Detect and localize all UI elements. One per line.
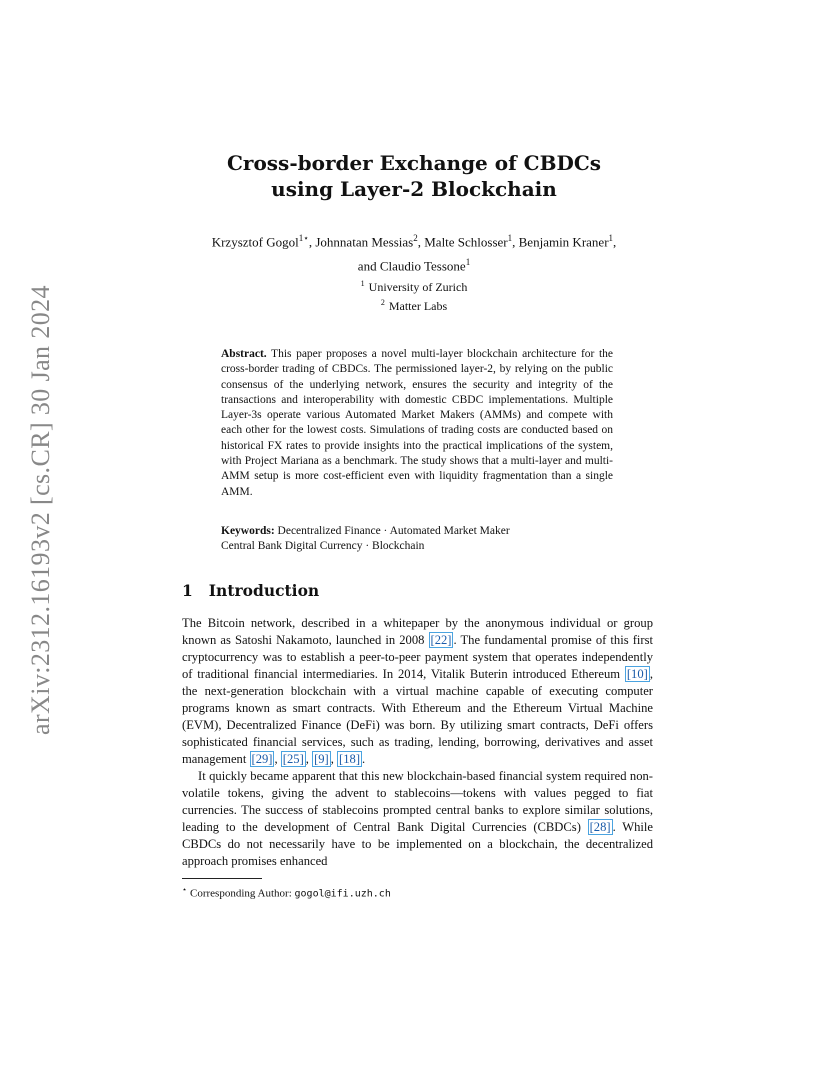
author-separator: , xyxy=(512,234,519,250)
affiliation-mark: 2 xyxy=(380,298,385,307)
footnote-rule xyxy=(182,878,262,879)
arxiv-identifier: arXiv:2312.16193v2 [cs.CR] 30 Jan 2024 xyxy=(26,285,55,735)
paragraph-text: . The fundamental promise of this first cryptocurrency was to establish a peer-to-peer payment system that operates independently of traditional financial intermediaries. In 2014, Vitalik Buterin introduced Ethereum xyxy=(182,633,653,681)
keywords xyxy=(221,524,613,555)
footnote xyxy=(182,885,653,900)
title-line-1: Cross-border Exchange of CBDCs xyxy=(227,151,601,175)
paragraph-text: , the next-generation blockchain with a virtual machine capable of executing computer programs known as smart contracts. With Ethereum and the Ethereum Virtual Machine (EVM), Decentralized Finance (DeFi) was born. By utilizing smart contracts, DeFi offers sophisticated financial services, such as trading, lending, borrowing, derivatives and asset management xyxy=(182,667,653,766)
paragraph-text: , xyxy=(305,752,313,766)
affiliation-line xyxy=(0,276,828,295)
author-name: and Claudio Tessone xyxy=(357,258,466,274)
paragraph-text: It quickly became apparent that this new blockchain-based financial system required non-volatile tokens, giving the advent to stablecoins—tokens with values pegged to fiat currencies. The success of stablecoins prompted central banks to explore similar solutions, leading to the development of Central Bank Digital Currencies (CBDCs) xyxy=(182,769,653,834)
section-number: 1 xyxy=(182,581,193,600)
abstract-label: Abstract. xyxy=(221,348,267,360)
citation-link[interactable]: [18] xyxy=(339,752,361,766)
author-name: Krzysztof Gogol xyxy=(211,234,299,250)
affiliation-name: University of Zurich xyxy=(368,280,468,294)
citation-link[interactable]: [25] xyxy=(282,752,304,766)
section-heading xyxy=(182,581,652,600)
paragraph-text: The Bitcoin network, described in a whitepaper by the anonymous individual or group known as Satoshi Nakamoto, launched in 2008 xyxy=(182,616,653,647)
paragraph xyxy=(182,768,653,870)
footnote-email-link[interactable]: gogol@ifi.uzh.ch xyxy=(294,888,391,900)
keywords-line-2: Central Bank Digital Currency · Blockchain xyxy=(221,540,425,553)
affiliation-mark: 1 xyxy=(360,279,365,288)
abstract-text: This paper proposes a novel multi-layer blockchain architecture for the cross-border trading of CBDCs. The permissioned layer-2, by relying on the public consensus of the underlying network, ensures the security and integrity of the transactions and interoperability with domestic CBDC implementations. Multiple Layer-3s operate various Automated Market Makers (AMMs) and compete with each other for the lowest costs. Simulations of trading costs are conducted based on historical FX rates to provide insights into the practical implications of the system, with Project Mariana as a benchmark. The study shows that a multi-layer and multi-AMM setup is more cost-efficient even with liquidity fragmentation than a single AMM. xyxy=(221,348,613,498)
affiliation-name: Matter Labs xyxy=(388,299,448,313)
author-name: Malte Schlosser xyxy=(424,234,508,250)
paragraph-text: , xyxy=(330,752,338,766)
citation-link[interactable]: [9] xyxy=(314,752,329,766)
footnote-mark: ⋆ xyxy=(182,885,188,894)
citation-link[interactable]: [28] xyxy=(589,820,611,834)
citation-link[interactable]: [29] xyxy=(251,752,273,766)
abstract xyxy=(221,347,613,500)
author-name: Benjamin Kraner xyxy=(518,234,609,250)
author-affiliation-mark: 1 xyxy=(507,233,513,243)
footnote-label: Corresponding Author: xyxy=(190,887,292,900)
citation-link[interactable]: [10] xyxy=(626,667,648,681)
keywords-label: Keywords: xyxy=(221,525,275,537)
author-separator: , xyxy=(613,234,617,250)
author-separator: , xyxy=(308,234,316,250)
paragraph-text: . While CBDCs do not necessarily have to be implemented on a blockchain, the decentralized approach promises enhanced xyxy=(182,820,653,868)
author-list xyxy=(160,228,668,277)
section-title: Introduction xyxy=(208,581,320,600)
paragraph xyxy=(182,615,653,768)
title-line-2: using Layer-2 Blockchain xyxy=(271,177,557,201)
author-affiliation-mark: 1 xyxy=(465,257,471,268)
affiliation-line xyxy=(0,295,828,314)
author-name: Johnnatan Messias xyxy=(315,234,414,250)
paragraph-text: . xyxy=(362,752,366,766)
paragraph-text: , xyxy=(274,752,281,766)
author-affiliation-mark: 1 xyxy=(608,233,614,243)
author-affiliation-mark: 1⋆ xyxy=(298,233,309,243)
section-body xyxy=(182,615,653,870)
citation-link[interactable]: [22] xyxy=(430,633,452,647)
arxiv-sidebar-stamp xyxy=(21,285,61,735)
affiliations xyxy=(0,276,828,314)
keywords-line-1: Decentralized Finance · Automated Market Maker xyxy=(277,525,510,537)
author-affiliation-mark: 2 xyxy=(413,233,418,243)
author-separator: , xyxy=(417,234,425,250)
paper-title xyxy=(0,150,828,202)
